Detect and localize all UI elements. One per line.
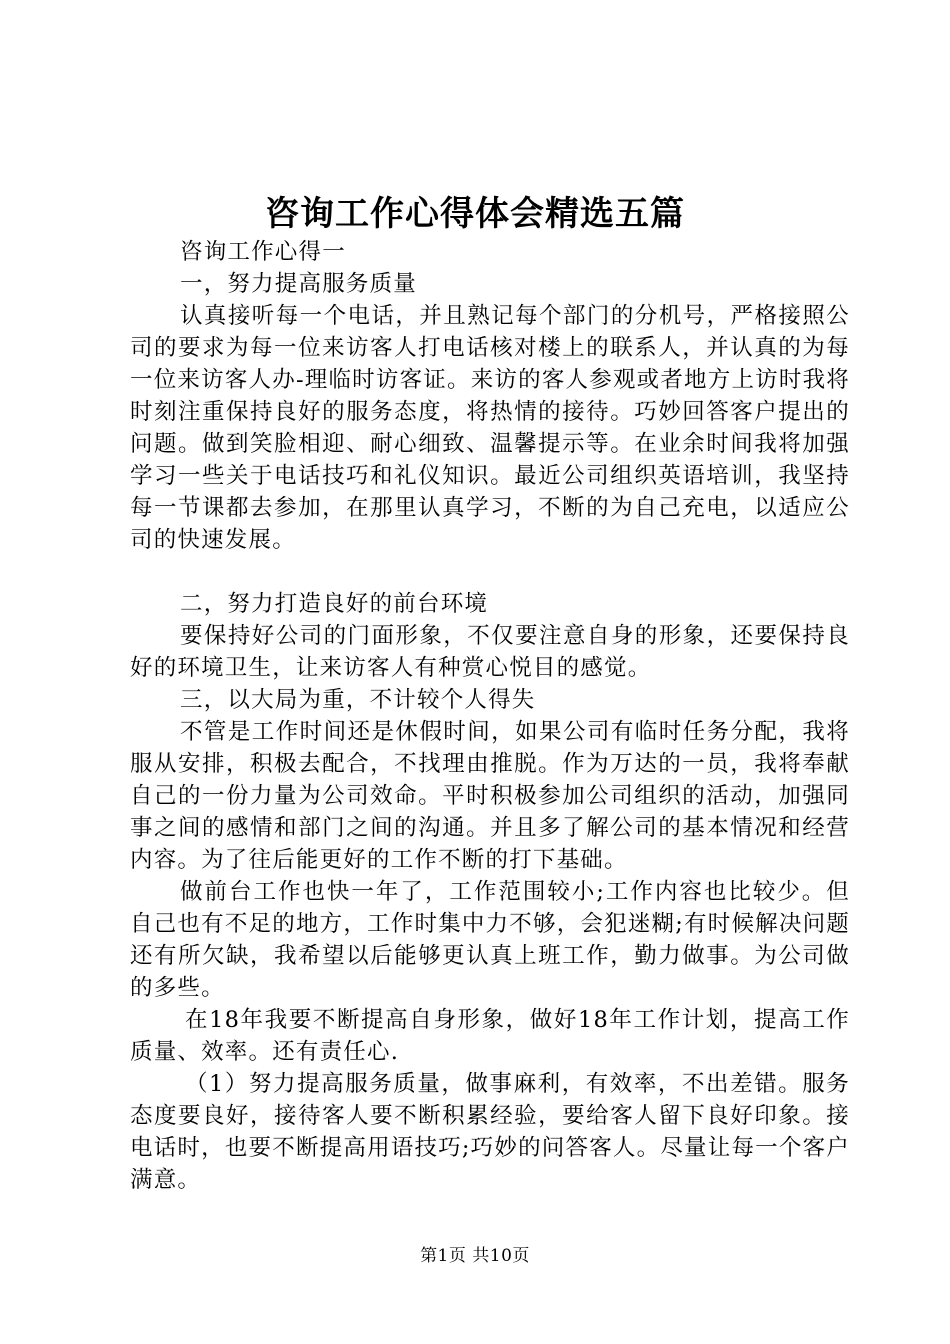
document-title: 咨询工作心得体会精选五篇 xyxy=(265,194,685,234)
blank-line xyxy=(130,556,850,588)
point-heading-2: 二，努力打造良好的前台环境 xyxy=(180,591,489,617)
paragraph-1: 认真接听每一个电话，并且熟记每个部门的分机号，严格接照公司的要求为每一位来访客人打电话核对楼上的联系人，并认真的为每一位来访客人办-理临时访客证。来访的客人参观或者地方上访时我将时刻注重保持良好的服务态度，将热情的接待。巧妙回答客户提出的问题。做到笑脸相迎、耐心细致、温馨提示等。在业余时间我将加强学习一些关于电话技巧和礼仪知识。最近公司组织英语培训，我坚持每一节课都去参加，在那里认真学习，不断的为自己充电，以适应公司的快速发展。 xyxy=(130,303,850,553)
paragraph-2: 要保持好公司的门面形象，不仅要注意自身的形象，还要保持良好的环境卫生，让来访客人有种赏心悦目的感觉。 xyxy=(130,623,850,681)
section-heading: 咨询工作心得一 xyxy=(180,239,346,265)
point-heading-3: 三，以大局为重，不计较个人得失 xyxy=(180,687,536,713)
page-footer: 第1页 共10页 xyxy=(420,1246,530,1266)
paragraph-4: 做前台工作也快一年了，工作范围较小;工作内容也比较少。但自己也有不足的地方，工作时集中力不够，会犯迷糊;有时候解决问题还有所欠缺，我希望以后能够更认真上班工作，勤力做事。为公司做的多些。 xyxy=(130,879,850,1001)
paragraph-3: 不管是工作时间还是休假时间，如果公司有临时任务分配，我将服从安排，积极去配合，不找理由推脱。作为万达的一员，我将奉献自己的一份力量为公司效命。平时积极参加公司组织的活动，加强同事之间的感情和部门之间的沟通。并且多了解公司的基本情况和经营内容。为了往后能更好的工作不断的打下基础。 xyxy=(130,719,850,873)
paragraph-5: 在18年我要不断提高自身形象，做好18年工作计划，提高工作质量、效率。还有责任心. xyxy=(130,1007,850,1065)
document-body xyxy=(130,236,850,1196)
point-heading-1: 一，努力提高服务质量 xyxy=(180,271,418,297)
paragraph-6: （1）努力提高服务质量，做事麻利，有效率，不出差错。服务态度要良好，接待客人要不断积累经验，要给客人留下良好印象。接电话时，也要不断提高用语技巧;巧妙的问答客人。尽量让每一个客户满意。 xyxy=(130,1071,850,1193)
